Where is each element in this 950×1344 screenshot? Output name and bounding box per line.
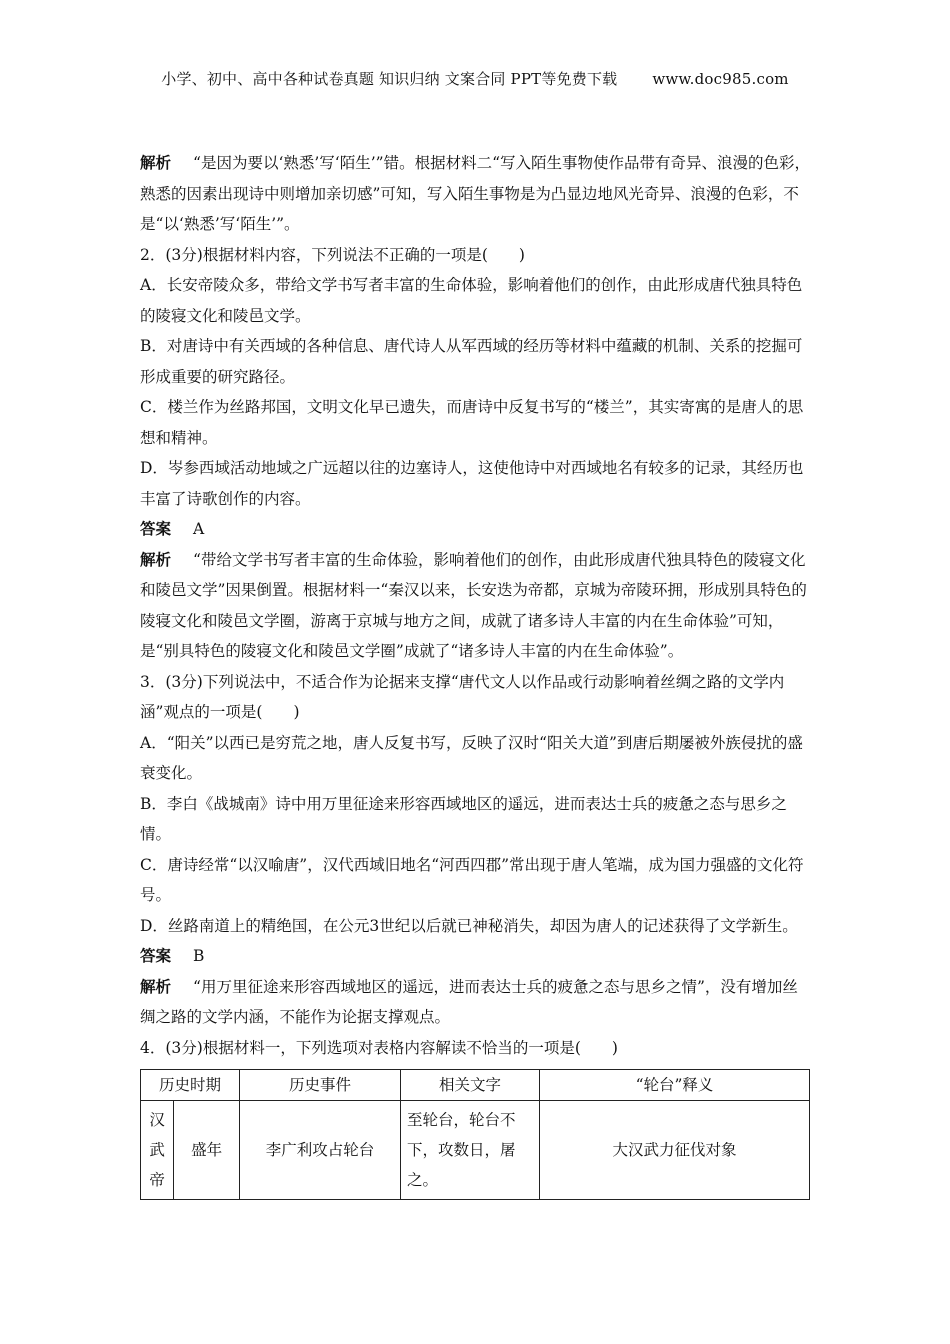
question-3-stem: 3．(3分)下列说法中，不适合作为论据来支撑“唐代文人以作品或行动影响着丝绸之路的文学内涵”观点的一项是( ) — [140, 672, 785, 721]
question-2-option-b: B．对唐诗中有关西域的各种信息、唐代诗人从军西域的经历等材料中蕴藏的机制、关系的挖掘可形成重要的研究路径。 — [140, 337, 803, 386]
table-row — [141, 1101, 810, 1200]
page-header — [0, 68, 950, 89]
answer-value: A — [193, 520, 205, 538]
emperor-char: 武 — [149, 1141, 165, 1159]
question-3-option-a: A．“阳关”以西已是穷荒之地，唐人反复书写，反映了汉时“阳关大道”到唐后期屡被外族侵扰的盛衰变化。 — [140, 733, 803, 782]
table-cell-meaning: 大汉武力征伐对象 — [540, 1101, 810, 1200]
emperor-char: 帝 — [149, 1171, 165, 1189]
emperor-char: 汉 — [149, 1111, 165, 1129]
question-2-answer — [140, 514, 812, 545]
answer-value: B — [193, 947, 205, 965]
header-site-link[interactable]: www.doc985.com — [652, 70, 789, 88]
table-header-row — [141, 1070, 810, 1101]
question-2-option-d: D．岑参西域活动地域之广远超以往的边塞诗人，这使他诗中对西域地名有较多的记录，其经历也丰富了诗歌创作的内容。 — [140, 459, 804, 508]
table-cell-period: 盛年 — [174, 1101, 240, 1200]
question-2-stem: 2．(3分)根据材料内容，下列说法不正确的一项是( ) — [140, 245, 525, 264]
answer-label: 答案 — [140, 520, 172, 538]
analysis-label: 解析 — [140, 977, 172, 996]
table-header: “轮台”释义 — [540, 1070, 810, 1101]
table-cell-event: 李广利攻占轮台 — [240, 1101, 401, 1200]
document-body — [140, 148, 812, 1200]
question-2-analysis — [140, 545, 812, 667]
analysis-1 — [140, 148, 812, 240]
header-text: 小学、初中、高中各种试卷真题 知识归纳 文案合同 PPT等免费下载 — [161, 70, 618, 88]
question-2-option-a: A．长安帝陵众多，带给文学书写者丰富的生命体验，影响着他们的创作，由此形成唐代独具特色的陵寝文化和陵邑文学。 — [140, 276, 803, 325]
table-header: 历史时期 — [141, 1070, 240, 1101]
analysis-label: 解析 — [140, 154, 172, 172]
analysis-text: “是因为要以‘熟悉’写‘陌生’”错。根据材料二“写入陌生事物使作品带有奇异、浪漫的色彩，熟悉的因素出现诗中则增加亲切感”可知，写入陌生事物是为凸显边地风光奇异、浪漫的色彩，不是“以‘熟悉’写‘陌生’”。 — [140, 154, 810, 233]
question-3-option-c: C．唐诗经常“以汉喻唐”，汉代西域旧地名“河西四郡”常出现于唐人笔端，成为国力强盛的文化符号。 — [140, 855, 804, 904]
analysis-text: “用万里征途来形容西域地区的遥远，进而表达士兵的疲惫之态与思乡之情”，没有增加丝绸之路的文学内涵，不能作为论据支撑观点。 — [140, 977, 798, 1026]
table-header: 相关文字 — [401, 1070, 540, 1101]
history-table — [140, 1069, 810, 1200]
question-3-analysis — [140, 972, 812, 1033]
question-4-stem: 4．(3分)根据材料一，下列选项对表格内容解读不恰当的一项是( ) — [140, 1038, 618, 1057]
answer-label: 答案 — [140, 947, 172, 965]
table-cell-emperor — [141, 1101, 174, 1200]
table-cell-text: 至轮台，轮台不下，攻数日，屠之。 — [401, 1101, 540, 1200]
question-2-option-c: C．楼兰作为丝路邦国，文明文化早已遗失，而唐诗中反复书写的“楼兰”，其实寄寓的是唐人的思想和精神。 — [140, 398, 804, 447]
question-3-option-d: D．丝路南道上的精绝国，在公元3世纪以后就已神秘消失，却因为唐人的记述获得了文学新生。 — [140, 916, 798, 935]
analysis-text: “带给文学书写者丰富的生命体验，影响着他们的创作，由此形成唐代独具特色的陵寝文化和陵邑文学”因果倒置。根据材料一“秦汉以来，长安迭为帝都，京城为帝陵环拥，形成别具特色的陵寝文化和陵邑文学圈，游离于京城与地方之间，成就了诸多诗人丰富的内在生命体验”可知，是“别具特色的陵寝文化和陵邑文学圈”成就了“诸多诗人丰富的内在生命体验”。 — [140, 550, 807, 660]
question-3-answer — [140, 941, 812, 972]
analysis-label: 解析 — [140, 550, 172, 569]
question-3-option-b: B．李白《战城南》诗中用万里征途来形容西域地区的遥远，进而表达士兵的疲惫之态与思乡之情。 — [140, 794, 787, 843]
table-header: 历史事件 — [240, 1070, 401, 1101]
